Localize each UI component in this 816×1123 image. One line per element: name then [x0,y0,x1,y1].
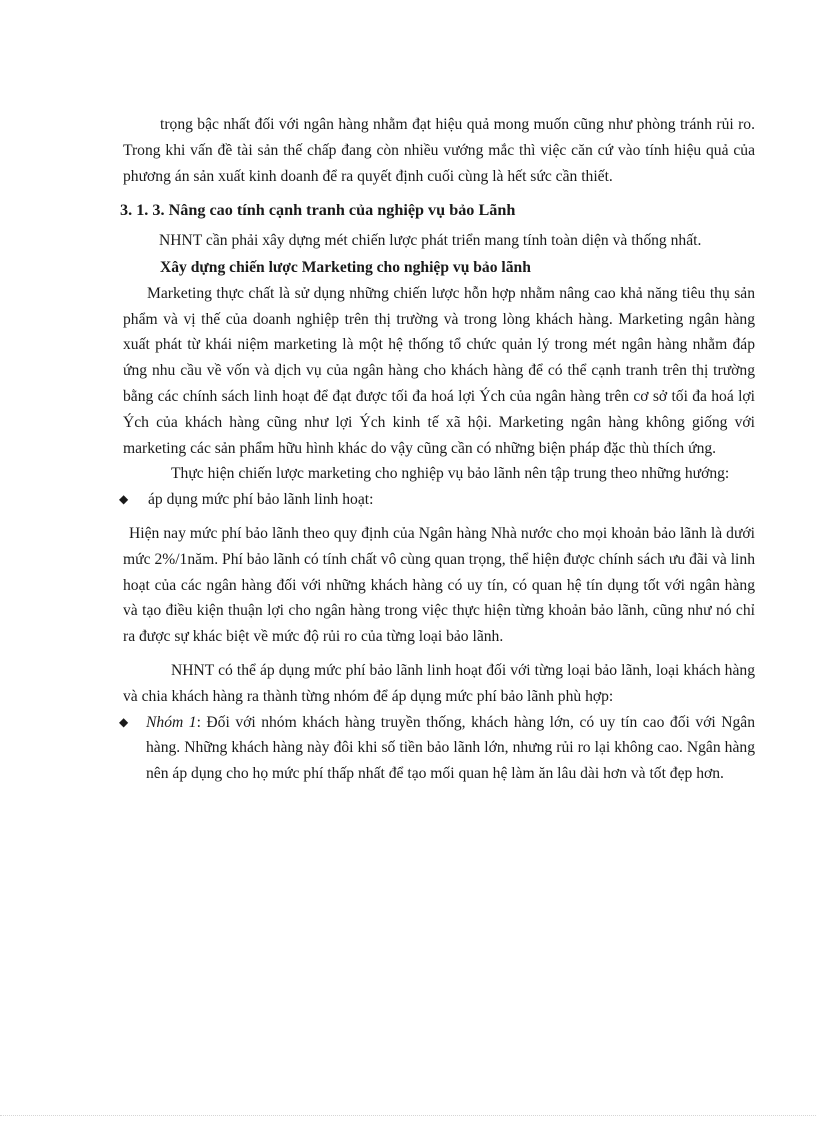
marketing-subheading: Xây dựng chiến lược Marketing cho nghiệp vụ bảo lãnh [160,258,531,276]
diamond-bullet-icon: ◆ [119,492,129,507]
page-bottom-divider [0,1115,816,1116]
section-heading: 3. 1. 3. Nâng cao tính cạnh tranh của nghiệp vụ bảo Lãnh [120,201,516,220]
paragraph-marketing-definition: Marketing thực chất là sử dụng những chiến lược hỗn hợp nhằm nâng cao khả năng tiêu thụ sản phẩm và vị thế của doanh nghiệp trên thị trường và trong lòng khách hàng. Marketing ngân hàng xuất phát từ khái niệm marketing là một hệ thống tổ chức quản lý trong mét ngân hàng nhằm đáp ứng nhu cầu về vốn và dịch vụ của ngân hàng cho khách hàng để có thể cạnh tranh trên thị trường bằng các chính sách linh hoạt để đạt được tối đa hoá lợi Ých của ngân hàng trên cơ sở tối đa hoá lợi Ých của khách hàng cũng như lợi Ých kinh tế xã hội. Marketing ngân hàng không giống với marketing các sản phẩm hữu hình khác do vậy cũng cần có những biện pháp đặc thù thích ứng. [123,284,755,457]
document-body [119,112,755,787]
bullet-flexible-fee-text: áp dụng mức phí bảo lãnh linh hoạt: [148,491,374,509]
paragraph-intro: trọng bậc nhất đối với ngân hàng nhằm đạt hiệu quả mong muốn cũng như phòng tránh rủi ro. Trong khi vấn đề tài sản thế chấp đang còn nhiều vướng mắc thì việc căn cứ vào tính hiệu quả của phương án sản xuất kinh doanh để ra quyết định cuối cùng là hết sức cần thiết. [123,116,755,185]
bullet-flexible-fee [119,487,755,513]
paragraph-current-fee: Hiện nay mức phí bảo lãnh theo quy định của Ngân hàng Nhà nước cho mọi khoản bảo lãnh là dưới mức 2%/1năm. Phí bảo lãnh có tính chất vô cùng quan trọng, thể hiện được chính sách ưu đãi và linh hoạt của các ngân hàng đối với những khách hàng có uy tín, có quan hệ tín dụng tốt với ngân hàng và tạo điều kiện thuận lợi cho ngân hàng trong việc thực hiện từng khoản bảo lãnh, cũng như nó chỉ ra được sự khác biệt về mức độ rủi ro của từng loại bảo lãnh. [123,524,755,646]
paragraph-implementation: Thực hiện chiến lược marketing cho nghiệp vụ bảo lãnh nên tập trung theo những hướng: [171,465,730,483]
paragraph-nhnt-strategy: NHNT cần phải xây dựng mét chiến lược phát triển mang tính toàn diện và thống nhất. [159,232,702,250]
bullet-group-1 [119,710,755,787]
group-1-label: Nhóm 1 [146,713,197,731]
diamond-bullet-icon: ◆ [119,714,129,729]
group-1-text: : Đối với nhóm khách hàng truyền thống, khách hàng lớn, có uy tín cao đối với Ngân hàng. Những khách hàng này đôi khi số tiền bảo lãnh lớn, nhưng rủi ro lại không cao. Ngân hàng nên áp dụng cho họ mức phí thấp nhất để tạo mối quan hệ làm ăn lâu dài hơn và tốt đẹp hơn. [146,713,755,783]
paragraph-nhnt-flexible-fee: NHNT có thể áp dụng mức phí bảo lãnh linh hoạt đối với từng loại bảo lãnh, loại khách hàng và chia khách hàng ra thành từng nhóm để áp dụng mức phí bảo lãnh phù hợp: [123,661,755,705]
